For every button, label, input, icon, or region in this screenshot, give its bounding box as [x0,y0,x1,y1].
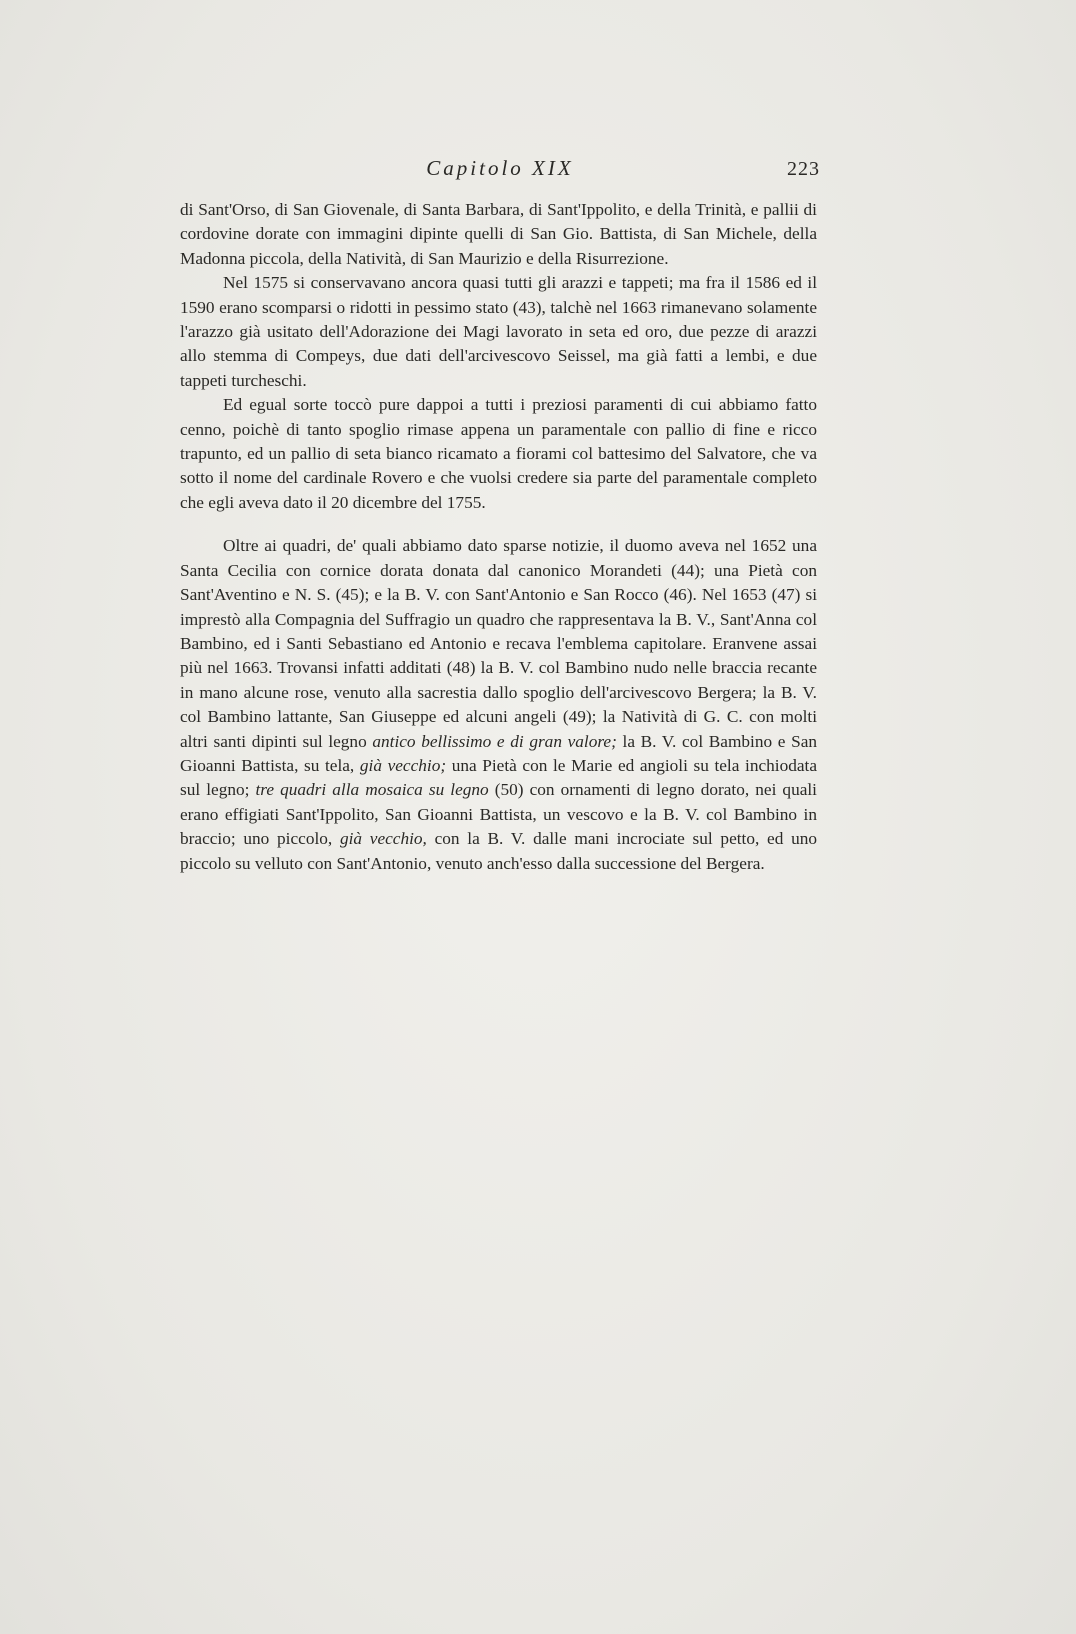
paragraph-4 [180,534,817,876]
text-segment: Ed egual sorte toccò pure dappoi a tutti i preziosi paramenti di cui abbiamo fatto cenno, poichè di tanto spoglio rimase appena un paramentale con pallio di fine e ricco trapunto, ed un pallio di seta bianco ricamato a fiorami col battesimo del Salvatore, che va sotto il nome del cardinale Rovero e che vuolsi credere sia parte del paramentale completo che egli aveva dato il 20 dicembre del 1755. [180,395,817,512]
italic-text: antico bellissimo e di gran valore; [372,731,617,751]
text-segment: la B. V. col Bambino e San Gioanni Battista, su tela, [180,731,817,775]
text-segment: con la B. V. dalle mani incrociate sul petto, ed uno piccolo su velluto con Sant'Antonio, venuto anch'esso dalla successione del Bergera. [180,829,817,873]
page-number: 223 [787,158,820,180]
italic-text: tre quadri alla mosaica su legno [255,780,489,800]
paragraph-1 [180,198,817,271]
italic-text: già vecchio, [339,829,427,849]
text-segment: di Sant'Orso, di San Giovenale, di Santa Barbara, di Sant'Ippolito, e della Trinità, e pallii di cordovine dorate con immagini dipinte quelli di San Gio. Battista, di San Michele, della Madonna piccola, della Natività, di San Maurizio e della Risurrezione. [180,200,817,268]
text-segment: una Pietà con le Marie ed angioli su tela inchiodata sul legno; [180,755,817,800]
text-segment: Oltre ai quadri, de' quali abbiamo dato sparse notizie, il duomo aveva nel 1652 una Santa Cecilia con cornice dorata donata dal canonico Morandeti (44); una Pietà con Sant'Aventino e N. S. (45); e la B. V. con Sant'Antonio e San Rocco (46). Nel 1653 (47) si imprestò alla Compagnia del Suffragio un quadro che rappresentava la B. V., Sant'Anna col Bambino, ed i Santi Sebastiano ed Antonio e recava l'emblema capitolare. Eranvene assai più nel 1663. Trovansi infatti additati (48) la B. V. col Bambino nudo nelle braccia recante in mano alcune rose, venuto alla sacrestia dallo spoglio dell'arcivescovo Bergera; la B. V. col Bambino lattante, San Giuseppe ed alcuni angeli (49); la Natività di G. C. con molti altri santi dipinti sul legno [180,536,817,751]
paragraph-2 [180,271,817,393]
body-text [180,198,817,876]
text-segment: Nel 1575 si conservavano ancora quasi tutti gli arazzi e tappeti; ma fra il 1586 ed il 1590 erano scomparsi o ridotti in pessimo stato (43), talchè nel 1663 rimanevano solamente l'arazzo già usitato dell'Adorazione dei Magi lavorato in seta ed oro, due pezze di arazzi allo stemma di Compeys, due dati dell'arcivescovo Seissel, ma già fatti a lembi, e due tappeti turcheschi. [180,273,817,390]
paragraph-3 [180,393,817,515]
italic-text: già vecchio; [359,755,447,775]
running-head [180,156,820,186]
text-segment: (50) con ornamenti di legno dorato, nei quali erano effigiati Sant'Ippolito, San Gioanni Battista, un vescovo e la B. V. col Bambino in braccio; uno piccolo, [180,780,817,849]
chapter-title: Capitolo XIX [426,156,574,180]
